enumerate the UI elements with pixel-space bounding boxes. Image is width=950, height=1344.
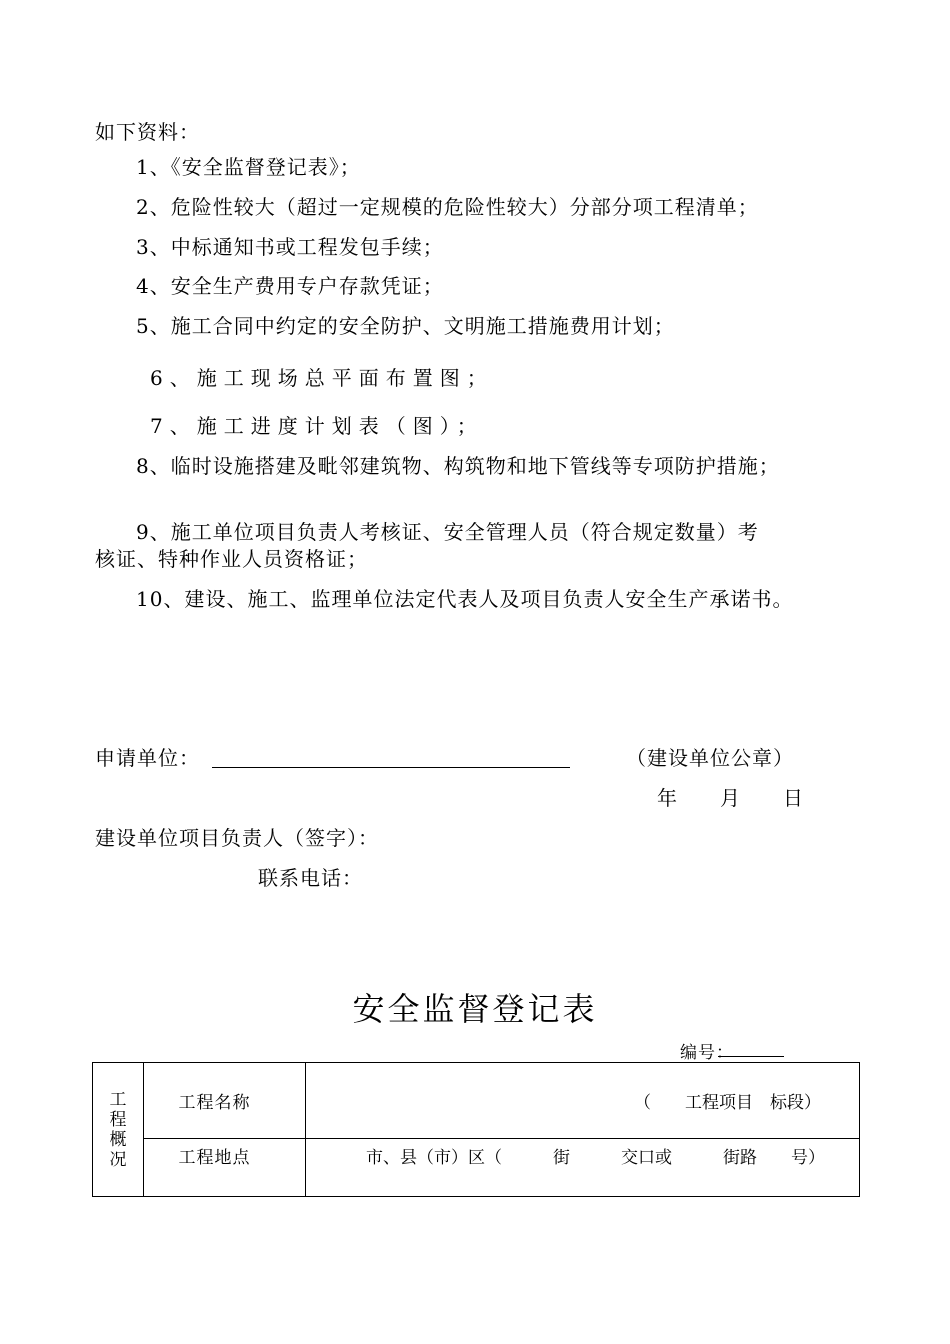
- number-label: 编号：: [680, 1043, 734, 1063]
- list-item: 6、施工现场总平面布置图；: [150, 366, 494, 390]
- project-name-label: 工程名称: [144, 1063, 306, 1139]
- form-title: 安全监督登记表: [352, 990, 598, 1028]
- phone-label: 联系电话：: [258, 866, 363, 890]
- list-item: 9、施工单位项目负责人考核证、安全管理人员（符合规定数量）考: [136, 520, 759, 544]
- intro-text: 如下资料：: [95, 120, 200, 144]
- section-header-overview: [93, 1063, 144, 1197]
- project-location-label: 工程地点: [144, 1139, 306, 1197]
- list-item: 10、建设、施工、监理单位法定代表人及项目负责人安全生产承诺书。: [136, 587, 794, 611]
- number-input-line[interactable]: [718, 1038, 784, 1057]
- seal-note: （建设单位公章）: [626, 746, 794, 770]
- list-item: 8、临时设施搭建及毗邻建筑物、构筑物和地下管线等专项防护措施；: [136, 454, 780, 478]
- registration-table: [92, 1062, 860, 1197]
- section-char: 况: [109, 1149, 127, 1170]
- applicant-label: 申请单位：: [95, 746, 200, 770]
- project-location-field[interactable]: 市、县（市）区（ 街 交口或 街路 号）: [306, 1139, 860, 1197]
- manager-signature-label: 建设单位项目负责人（签字）：: [95, 826, 379, 850]
- list-item: 3、中标通知书或工程发包手续；: [136, 235, 444, 259]
- list-item: 2、危险性较大（超过一定规模的危险性较大）分部分项工程清单；: [136, 195, 759, 219]
- list-item: 4、安全生产费用专户存款凭证；: [136, 274, 444, 298]
- section-char: 工: [109, 1089, 127, 1110]
- applicant-input-line[interactable]: [212, 745, 570, 768]
- project-name-field[interactable]: （ 工程项目 标段）: [306, 1063, 860, 1139]
- section-char: 程: [109, 1109, 127, 1130]
- list-item: 7、施工进度计划表（图）；: [150, 414, 484, 438]
- list-item: 1、《安全监督登记表》；: [136, 155, 361, 179]
- section-char: 概: [109, 1129, 127, 1150]
- date-line: 年 月 日: [657, 786, 804, 810]
- list-item-continuation: 核证、特种作业人员资格证；: [95, 547, 368, 571]
- list-item: 5、施工合同中约定的安全防护、文明施工措施费用计划；: [136, 314, 675, 338]
